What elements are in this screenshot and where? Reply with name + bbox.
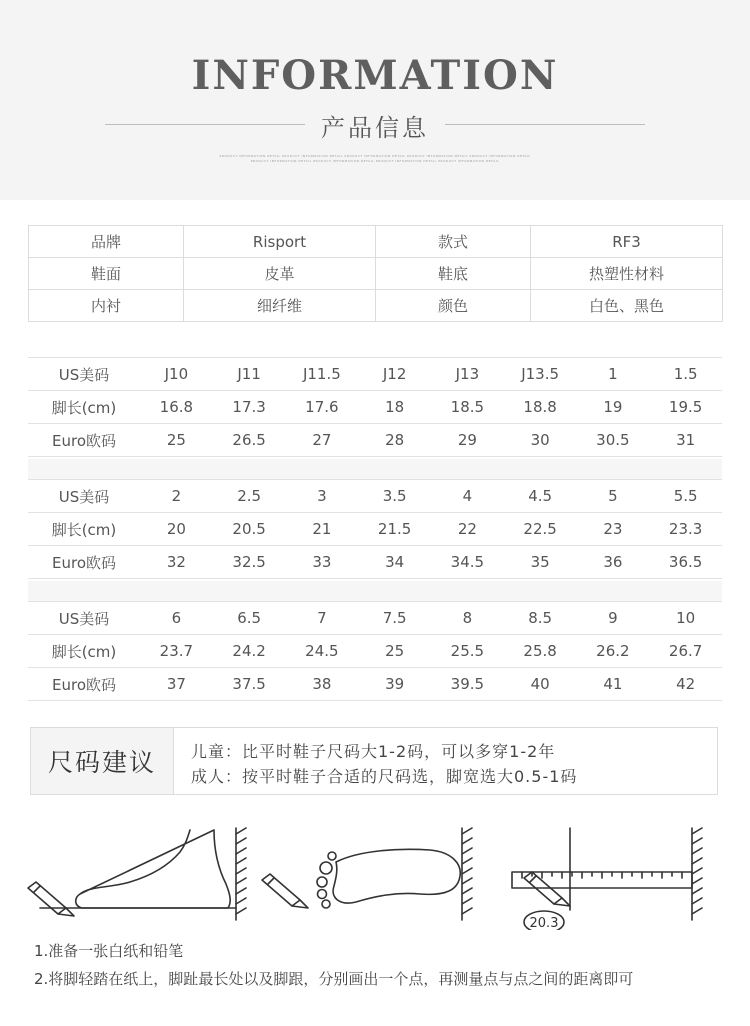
size-cell: 4.5 [504,480,577,513]
size-cell: 9 [577,602,650,635]
size-cell: Euro欧码 [28,668,140,701]
wall-hatch-icon [692,828,702,920]
table-row [28,668,722,701]
instruction-step-2: 2.将脚轻踏在纸上，脚趾最长处以及脚跟，分别画出一个点，再测量点与点之间的距离即可 [34,970,634,988]
size-cell: 18.5 [431,391,504,424]
size-cell: 8 [431,602,504,635]
size-cell: 24.5 [286,635,359,668]
size-cell: 6 [140,602,213,635]
size-table-2 [28,479,722,579]
size-cell: 17.6 [286,391,359,424]
table-row [28,546,722,579]
size-cell: 27 [286,424,359,457]
size-cell: 脚长(cm) [28,635,140,668]
size-cell: 37 [140,668,213,701]
size-cell: 25 [140,424,213,457]
table-row [29,258,723,290]
size-cell: 17.3 [213,391,286,424]
info-value-sole: 热塑性材料 [531,258,723,290]
size-cell: 5 [577,480,650,513]
size-cell: 20.5 [213,513,286,546]
size-cell: 脚长(cm) [28,391,140,424]
toe-icon [322,900,330,908]
size-cell: 39.5 [431,668,504,701]
product-info-table [28,225,723,322]
table-row [28,602,722,635]
size-cell: 6.5 [213,602,286,635]
size-cell: Euro欧码 [28,424,140,457]
size-cell: 39 [358,668,431,701]
size-cell: 23.3 [649,513,722,546]
toe-icon [320,862,332,874]
size-cell: 36.5 [649,546,722,579]
instruction-step-1: 1.准备一张白纸和铅笔 [34,942,184,960]
size-cell: 40 [504,668,577,701]
table-row [28,635,722,668]
table-row [29,226,723,258]
size-cell: 5.5 [649,480,722,513]
size-cell: J13 [431,358,504,391]
size-cell: 35 [504,546,577,579]
size-cell: 25.8 [504,635,577,668]
size-cell: 16.8 [140,391,213,424]
size-cell: 1.5 [649,358,722,391]
pencil-icon [262,874,308,908]
header-fine-print: PRODUCT INFORMATION DETAIL PRODUCT INFORMATION DETAIL PRODUCT INFORMATION DETAIL PRODUCT INFORMATION DETAIL PRODUCT INFORMATION DETAIL PRODUCT INFORMATION DETAIL PRODUCT INFORMATION DETAIL PRODUCT INFORMATION DETAIL PRODUCT INFORMATION DETAIL [219,154,531,163]
size-cell: 25 [358,635,431,668]
size-cell: 38 [286,668,359,701]
size-cell: 2.5 [213,480,286,513]
size-cell: 18.8 [504,391,577,424]
size-cell: J12 [358,358,431,391]
info-value-upper: 皮革 [184,258,376,290]
size-cell: 1 [577,358,650,391]
size-cell: 24.2 [213,635,286,668]
pencil-icon [524,872,570,906]
size-cell: 19 [577,391,650,424]
info-value-brand: Risport [184,226,376,258]
table-spacer [28,581,722,601]
size-advice-children: 儿童：比平时鞋子尺码大1-2码，可以多穿1-2年 [191,742,556,761]
size-advice-adults: 成人：按平时鞋子合适的尺码选，脚宽选大0.5-1码 [191,767,578,786]
header-band [0,0,750,200]
size-cell: 7.5 [358,602,431,635]
size-cell: J13.5 [504,358,577,391]
table-row [28,424,722,457]
size-advice-title: 尺码建议 [31,728,174,794]
size-cell: 30.5 [577,424,650,457]
size-cell: 25.5 [431,635,504,668]
page-subtitle: 产品信息 [321,114,429,142]
size-cell: 26.7 [649,635,722,668]
size-cell: 30 [504,424,577,457]
size-cell: 31 [649,424,722,457]
size-cell: 22.5 [504,513,577,546]
toe-icon [318,890,327,899]
table-row [29,290,723,322]
size-cell: 36 [577,546,650,579]
pencil-icon [28,882,74,916]
size-cell: 26.2 [577,635,650,668]
size-cell: 20 [140,513,213,546]
size-cell: 37.5 [213,668,286,701]
size-cell: 34 [358,546,431,579]
size-cell: 33 [286,546,359,579]
size-cell: US美码 [28,602,140,635]
size-cell: 7 [286,602,359,635]
size-cell: 32.5 [213,546,286,579]
info-label-upper: 鞋面 [29,258,184,290]
size-cell: 42 [649,668,722,701]
size-cell: 2 [140,480,213,513]
size-cell: 21 [286,513,359,546]
size-cell: 3.5 [358,480,431,513]
info-label-brand: 品牌 [29,226,184,258]
toe-icon [328,852,336,860]
toe-icon [317,877,327,887]
size-cell: 32 [140,546,213,579]
wall-hatch-icon [236,828,246,920]
table-row [28,480,722,513]
info-value-model: RF3 [531,226,723,258]
foot-side-icon [76,830,230,908]
size-advice-box [30,727,718,795]
size-cell: 41 [577,668,650,701]
size-cell: US美码 [28,358,140,391]
info-value-color: 白色、黑色 [531,290,723,322]
title-divider-right [445,124,645,125]
size-cell: 23 [577,513,650,546]
wall-hatch-icon [462,828,472,920]
foot-top-icon [333,849,460,903]
foot-measuring-illustration [0,820,750,930]
size-cell: 19.5 [649,391,722,424]
info-label-lining: 内衬 [29,290,184,322]
size-cell: 21.5 [358,513,431,546]
measurement-value: 20.3 [529,916,559,930]
size-cell: J11.5 [286,358,359,391]
size-cell: 脚长(cm) [28,513,140,546]
size-cell: 4 [431,480,504,513]
ruler-icon [512,872,692,888]
size-cell: 22 [431,513,504,546]
size-table-3 [28,601,722,701]
size-cell: J10 [140,358,213,391]
size-cell: 8.5 [504,602,577,635]
size-table-1 [28,357,722,457]
size-cell: 3 [286,480,359,513]
size-cell: 26.5 [213,424,286,457]
table-row [28,358,722,391]
info-label-sole: 鞋底 [376,258,531,290]
info-value-lining: 细纤维 [184,290,376,322]
page-title: INFORMATION [191,52,559,99]
table-spacer [28,459,722,479]
size-cell: 28 [358,424,431,457]
size-cell: 23.7 [140,635,213,668]
size-cell: US美码 [28,480,140,513]
info-label-model: 款式 [376,226,531,258]
size-cell: 10 [649,602,722,635]
size-cell: 34.5 [431,546,504,579]
size-cell: Euro欧码 [28,546,140,579]
size-cell: 29 [431,424,504,457]
table-row [28,391,722,424]
size-cell: J11 [213,358,286,391]
table-row [28,513,722,546]
size-cell: 18 [358,391,431,424]
info-label-color: 颜色 [376,290,531,322]
